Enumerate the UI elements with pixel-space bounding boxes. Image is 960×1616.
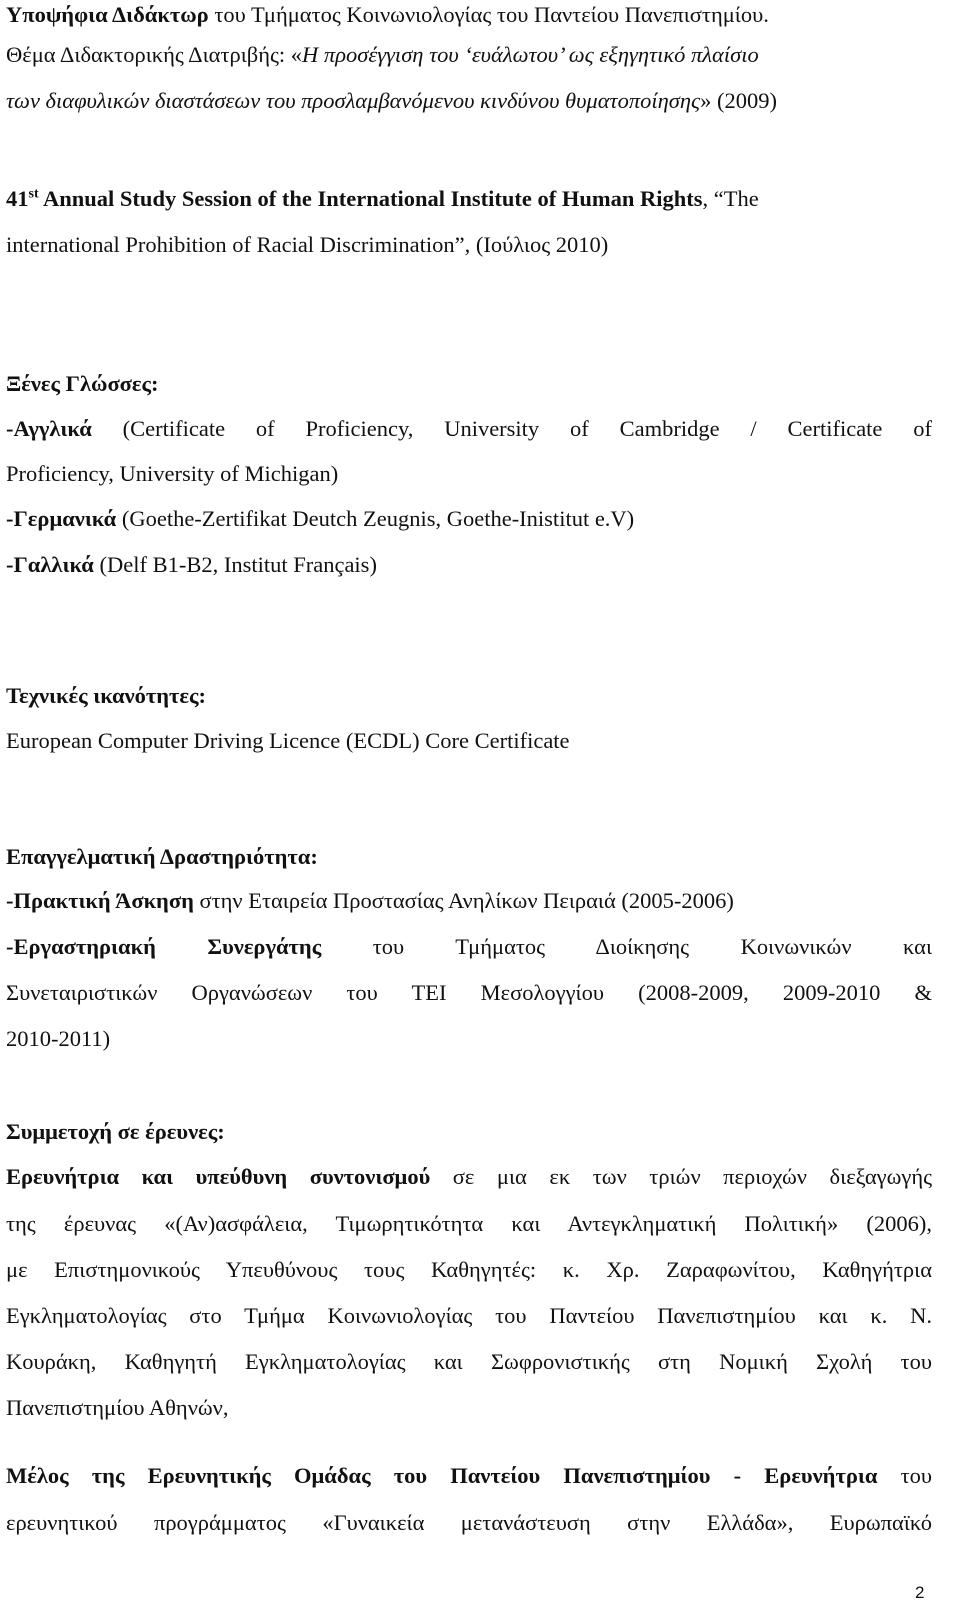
language-french <box>6 550 377 580</box>
session-number: 41 <box>6 186 29 211</box>
research-item-1-line-6: Πανεπιστημίου Αθηνών, <box>6 1395 229 1420</box>
language-english-text: (Certificate of Proficiency, University of Cambridge / Certificate of <box>91 416 932 441</box>
professional-practice <box>6 886 734 916</box>
language-english <box>6 414 932 444</box>
research-item-2-line-1 <box>6 1461 932 1491</box>
phd-thesis-title-1: Η προσέγγιση του ‘ευάλωτου’ ως εξηγητικό πλαίσιο <box>302 42 759 67</box>
research-heading: Συμμετοχή σε έρευνες: <box>6 1119 225 1144</box>
language-english-line-2: Proficiency, University of Michigan) <box>6 461 339 486</box>
lab-text: του Τμήματος Διοίκησης Κοινωνικών και <box>321 934 932 959</box>
professional-lab-line-3: 2010-2011) <box>6 1026 111 1051</box>
research-item-1-line-1 <box>6 1162 932 1192</box>
phd-line-1 <box>6 0 769 30</box>
phd-line-3 <box>6 86 777 116</box>
research-role-1: Ερευνήτρια και υπεύθυνη συντονισμού <box>6 1164 431 1189</box>
language-german <box>6 504 634 534</box>
language-french-label: -Γαλλικά <box>6 552 94 577</box>
lab-label: -Εργαστηριακή Συνεργάτης <box>6 934 322 959</box>
languages-heading: Ξένες Γλώσσες: <box>6 371 159 396</box>
research-item-1-line-3: με Επιστημονικούς Υπευθύνους τους Καθηγητές: κ. Χρ. Ζαραφωνίτου, Καθηγήτρια <box>6 1257 932 1282</box>
research-item-1-line-2: της έρευνας «(Αν)ασφάλεια, Τιμωρητικότητα και Αντεγκληματική Πολιτική» (2006), <box>6 1211 932 1236</box>
language-french-text: (Delf B1-B2, Institut Français) <box>93 552 377 577</box>
research-item-2-text: του <box>877 1463 933 1488</box>
phd-thesis-prefix: Θέμα Διδακτορικής Διατριβής: « <box>6 42 303 67</box>
practice-label: -Πρακτική Άσκηση <box>6 888 194 913</box>
research-role-2: Μέλος της Ερευνητικής Ομάδας του Παντείου Πανεπιστημίου - Ερευνήτρια <box>6 1463 878 1488</box>
phd-line-2 <box>6 40 759 70</box>
research-item-1-text: σε μια εκ των τριών περιοχών διεξαγωγής <box>430 1164 932 1189</box>
professional-heading: Επαγγελματική Δραστηριότητα: <box>6 844 318 869</box>
language-english-label: -Αγγλικά <box>6 416 92 441</box>
professional-lab-line-2: Συνεταιριστικών Οργανώσεων του ΤΕΙ Μεσολογγίου (2008-2009, 2009-2010 & <box>6 980 932 1005</box>
session-title: Annual Study Session of the International Institute of Human Rights <box>38 186 703 211</box>
research-item-2-line-2: ερευνητικού προγράμματος «Γυναικεία μετανάστευση στην Ελλάδα», Ευρωπαϊκό <box>6 1510 932 1535</box>
page-number: 2 <box>915 1583 925 1602</box>
phd-line-1-text: του Τμήματος Κοινωνιολογίας του Παντείου Πανεπιστημίου. <box>208 2 769 27</box>
professional-lab-line-1 <box>6 932 932 962</box>
research-item-1-line-4: Εγκληματολογίας στο Τμήμα Κοινωνιολογίας του Παντείου Πανεπιστημίου και κ. Ν. <box>6 1303 932 1328</box>
session-line-1-text: , “The <box>702 186 759 211</box>
phd-thesis-year: » (2009) <box>700 88 778 113</box>
session-ordinal: st <box>28 186 39 202</box>
research-item-1-line-5: Κουράκη, Καθηγητή Εγκληματολογίας και Σωφρονιστικής στη Νομική Σχολή του <box>6 1349 932 1374</box>
tech-skills-heading: Τεχνικές ικανότητες: <box>6 683 207 708</box>
language-german-label: -Γερμανικά <box>6 506 117 531</box>
session-line-2: international Prohibition of Racial Discrimination”, (Ιούλιος 2010) <box>6 232 609 257</box>
phd-title-label: Υποψήφια Διδάκτωρ <box>6 2 209 27</box>
tech-skills-text: European Computer Driving Licence (ECDL) Core Certificate <box>6 728 570 753</box>
practice-text: στην Εταιρεία Προστασίας Ανηλίκων Πειραιά (2005-2006) <box>193 888 734 913</box>
session-line-1 <box>6 184 759 214</box>
language-german-text: (Goethe-Zertifikat Deutch Zeugnis, Goethe-Inistitut e.V) <box>116 506 635 531</box>
phd-thesis-title-2: των διαφυλικών διαστάσεων του προσλαμβανόμενου κινδύνου θυματοποίησης <box>6 88 701 113</box>
